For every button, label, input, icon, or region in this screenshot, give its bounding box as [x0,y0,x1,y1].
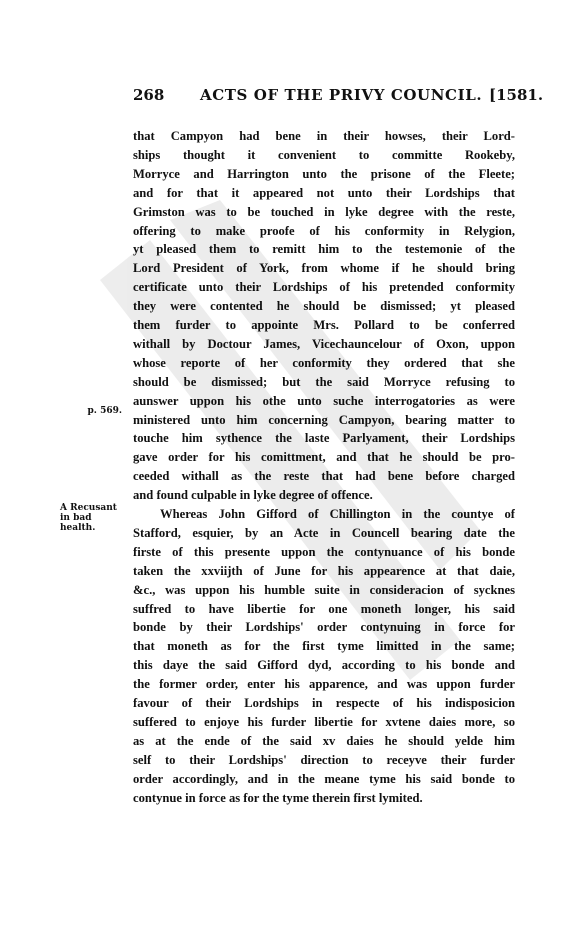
margin-note-page-ref: p. 569. [87,406,122,416]
text-line: firste of this presente uppon the contynuance of his bonde [133,544,515,559]
text-line: suffered to enjoye his furder libertie for xvtene daies more, so [133,714,515,729]
text-line: them furder to appointe Mrs. Pollard to be conferred [133,318,515,332]
text-line: that moneth as for the first tyme limitted in the same; [133,639,515,654]
text-line: contynue in force as for the tyme therein first lymited. [133,790,423,805]
text-line: suffred to have libertie for one moneth longer, his said [133,601,515,616]
text-line: Whereas John Gifford of Chillington in the countye of [160,507,515,521]
text-line: self to their Lordships' direction to receyve their furder [133,752,515,767]
text-line: as at the ende of the said xv daies he should yelde him [133,733,515,748]
text-line: whose reporte of her conformity they ordered that she [133,355,515,370]
text-line: they were contented he should be dismissed; yt pleased [133,299,515,314]
text-line: Stafford, esquier, by an Acte in Councell bearing date the [133,525,515,540]
text-line: and found culpable in lyke degree of offence. [133,488,373,503]
text-line: the former order, enter his apparence, and was uppon furder [133,677,515,692]
text-line: taken the xxviijth of June for his appearence at that daie, [133,563,515,578]
page-number: 268 [133,86,165,104]
text-line: ministered unto him concerning Campyon, bearing matter to [133,412,515,427]
text-line: Grimston was to be touched in lyke degree with the reste, [133,204,515,219]
text-line: should be dismissed; but the said Morryce refusing to [133,374,515,389]
text-line: that Campyon had bene in their howses, their Lord- [133,129,515,143]
text-line: Lord President of York, from whome if he should bring [133,261,515,276]
text-line: touche him sythence the laste Parlyament, their Lordships [133,431,515,446]
text-line: yt pleased them to remitt him to the testemonie of the [133,242,515,257]
text-line: withall by Doctour James, Vicechauncelour of Oxon, uppon [133,336,515,351]
page-header [0,86,567,112]
text-line: aunswer uppon his othe unto suche interrogatories as were [133,393,515,408]
running-title: ACTS OF THE PRIVY COUNCIL. [200,86,483,104]
text-line: order accordingly, and in the meane tyme his said bonde to [133,771,515,786]
text-line: Morryce and Harrington unto the prisone of the Fleete; [133,166,515,181]
year-label: [1581. [489,86,544,104]
text-line: gave order for his comittment, and that he should be pro- [133,450,515,465]
text-line: favour of their Lordships in respecte of his indisposicion [133,696,515,710]
text-line: certificate unto their Lordships of his pretended conformity [133,280,515,295]
text-line: offering to make proofe of his conformity in Relygion, [133,223,515,238]
text-line: and for that it appeared not unto their Lordships that [133,185,515,200]
margin-note-recusant: A Recusant in bad health. [60,503,117,533]
text-line: ships thought it convenient to committe Rookeby, [133,147,515,162]
text-line: ceeded withall as the reste that had bene before charged [133,469,515,484]
text-line: &c., was uppon his humble suite in consideracion of sycknes [133,582,515,597]
text-line: bonde by their Lordships' order contynuing in force for [133,620,515,635]
text-line: this daye the said Gifford dyd, according to his bonde and [133,658,515,673]
